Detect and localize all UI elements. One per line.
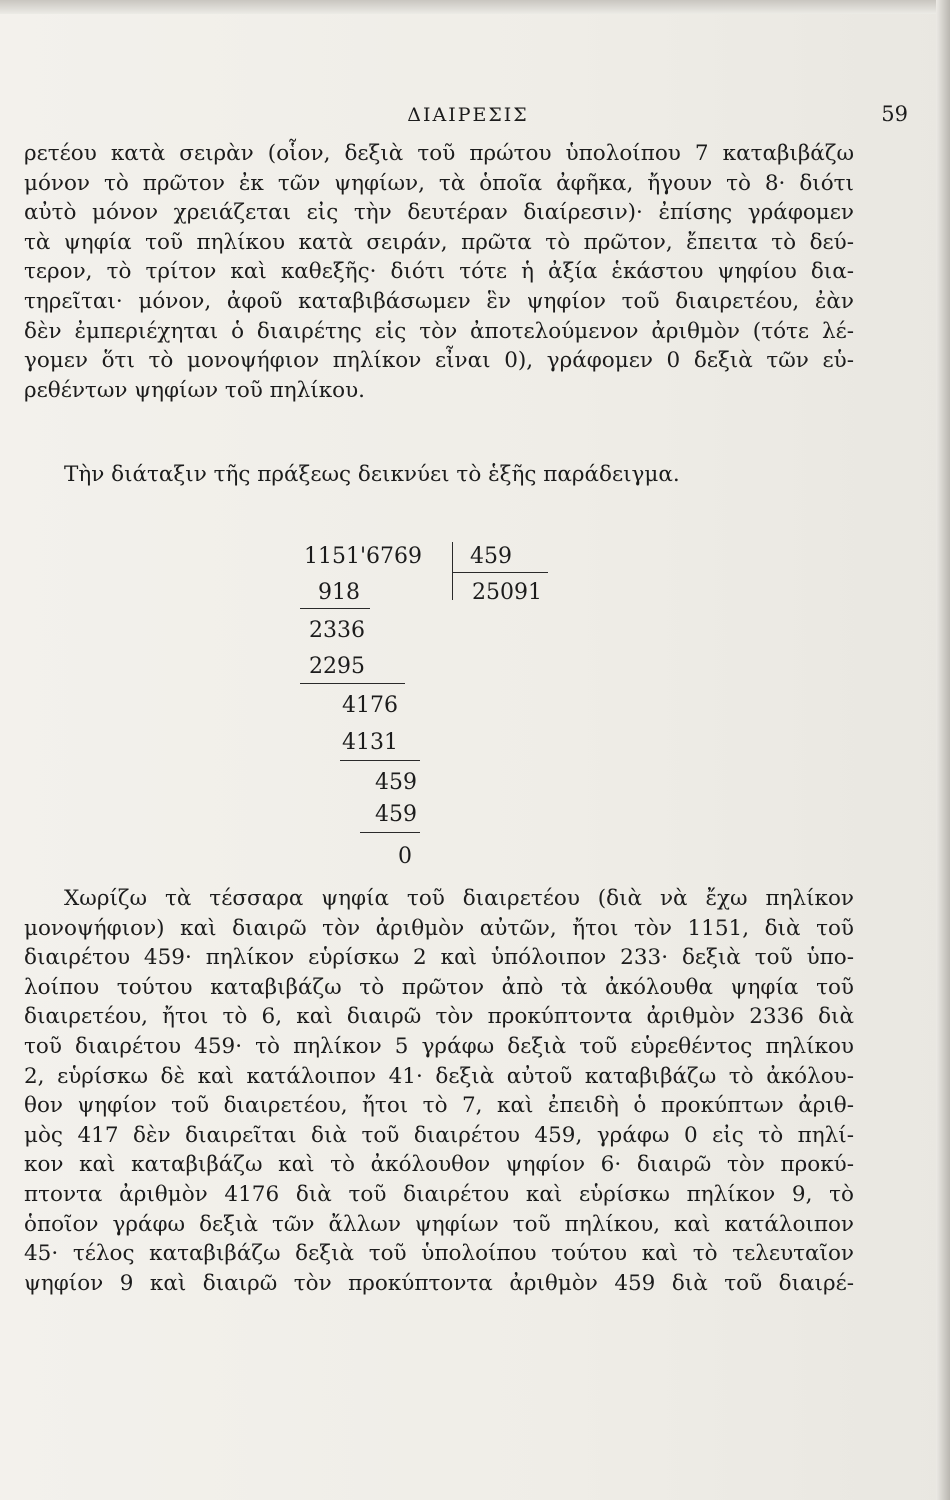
- text-line: τηρεῖται· μόνον, ἀφοῦ καταβιβάσωμεν ἓν ψηφίον τοῦ διαιρετέου, ἐὰν: [24, 288, 854, 314]
- text-line: 2, εὑρίσκω δὲ καὶ κατάλοιπον 41· δεξιὰ αὐτοῦ καταβιβάζω τὸ ἀκόλου-: [24, 1063, 854, 1089]
- paragraph-explanation: [24, 884, 854, 1298]
- text-line: ρεθέντων ψηφίων τοῦ πηλίκου.: [24, 377, 366, 403]
- dividend: 1151'6769: [303, 544, 422, 569]
- text-line: τερον, τὸ τρίτον καὶ καθεξῆς· διότι τότε ἡ ἀξία ἑκάστου ψηφίου δια-: [24, 259, 854, 285]
- text-line: κον καὶ καταβιβάζω καὶ τὸ ἀκόλουθον ψηφίον 6· διαιρῶ τὸν προκύ-: [24, 1152, 854, 1178]
- text-line: μονοψήφιον) καὶ διαιρῶ τὸν ἀριθμὸν αὐτῶν, ἤτοι τὸν 1151, διὰ τοῦ: [24, 915, 854, 941]
- text-line: μόνον τὸ πρῶτον ἐκ τῶν ψηφίων, τὰ ὁποῖα ἀφῆκα, ἤγουν τὸ 8· διότι: [24, 170, 854, 196]
- step-remainder: 4176: [342, 693, 398, 718]
- text-line: Τὴν διάταξιν τῆς πράξεως δεικνύει τὸ ἑξῆς παράδειγμα.: [64, 462, 680, 487]
- text-line: Χωρίζω τὰ τέσσαρα ψηφία τοῦ διαιρετέου (διὰ νὰ ἔχω πηλίκον: [64, 886, 854, 911]
- step-remainder: 459: [375, 770, 417, 795]
- text-line: 45· τέλος καταβιβάζω δεξιὰ τοῦ ὑπολοίπου τούτου καὶ τὸ τελευταῖον: [24, 1241, 854, 1267]
- step-rule: [340, 760, 420, 761]
- step-subtrahend: 2295: [309, 654, 365, 679]
- page-top-edge-shadow: [0, 0, 950, 14]
- text-line: τὰ ψηφία τοῦ πηλίκου κατὰ σειράν, πρῶτα τὸ πρῶτον, ἔπειτα τὸ δεύ-: [24, 229, 854, 255]
- text-line: ψηφίον 9 καὶ διαιρῶ τὸν προκύπτοντα ἀριθμὸν 459 διὰ τοῦ διαιρέ-: [24, 1270, 854, 1296]
- quotient: 25091: [472, 580, 542, 605]
- step-remainder: 2336: [309, 618, 365, 643]
- long-division-example: [0, 538, 950, 878]
- text-line: τοῦ διαιρέτου 459· τὸ πηλίκον 5 γράφω δεξιὰ τοῦ εὑρεθέντος πηλίκου: [24, 1033, 854, 1059]
- paragraph-rules: [24, 139, 854, 405]
- text-line: γομεν ὅτι τὸ μονοψήφιον πηλίκον εἶναι 0), γράφομεν 0 δεξιὰ τῶν εὑ-: [24, 348, 854, 374]
- text-line: ὁποῖον γράφω δεξιὰ τῶν ἄλλων ψηφίων τοῦ πηλίκου, καὶ κατάλοιπον: [24, 1211, 854, 1237]
- text-line: διαιρέτου 459· πηλίκον εὑρίσκω 2 καὶ ὑπόλοιπον 233· δεξιὰ τοῦ ὑπο-: [24, 945, 854, 971]
- text-line: αὐτὸ μόνον χρειάζεται εἰς τὴν δευτέραν διαίρεσιν)· ἐπίσης γράφομεν: [24, 200, 854, 226]
- text-line: μὸς 417 δὲν διαιρεῖται διὰ τοῦ διαιρέτου 459, γράφω 0 εἰς τὸ πηλί-: [24, 1122, 854, 1148]
- divisor: 459: [470, 544, 512, 569]
- text-line: θον ψηφίον τοῦ διαιρετέου, ἤτοι τὸ 7, καὶ ἐπειδὴ ὁ προκύπτων ἀριθ-: [24, 1093, 854, 1119]
- step-subtrahend: 4131: [342, 730, 398, 755]
- text-line: δὲν ἐμπεριέχηται ὁ διαιρέτης εἰς τὸν ἀποτελούμενον ἀριθμὸν (τότε λέ-: [24, 318, 854, 344]
- step-subtrahend: 459: [375, 802, 417, 827]
- text-line: ρετέου κατὰ σειρὰν (οἷον, δεξιὰ τοῦ πρώτου ὑπολοίπου 7 καταβιβάζω: [24, 141, 854, 166]
- step-rule: [300, 683, 405, 684]
- text-line: λοίπου τούτου καταβιβάζω τὸ πρῶτον ἀπὸ τὰ ἀκόλουθα ψηφία τοῦ: [24, 974, 854, 1000]
- final-remainder: 0: [398, 844, 412, 869]
- running-title: ΔΙΑΙΡΕΣΙΣ: [407, 104, 529, 126]
- page-header: [28, 100, 908, 132]
- step-rule: [360, 832, 420, 833]
- quotient-rule: [453, 572, 548, 573]
- page-number: 59: [881, 102, 908, 126]
- step-subtrahend: 918: [318, 580, 360, 605]
- step-rule: [300, 608, 370, 609]
- paragraph-example-intro: [24, 460, 854, 490]
- text-line: πτοντα ἀριθμὸν 4176 διὰ τοῦ διαιρέτου καὶ εὑρίσκω πηλίκον 9, τὸ: [24, 1181, 854, 1207]
- text-line: διαιρετέου, ἤτοι τὸ 6, καὶ διαιρῶ τὸν προκύπτοντα ἀριθμὸν 2336 διὰ: [24, 1004, 854, 1030]
